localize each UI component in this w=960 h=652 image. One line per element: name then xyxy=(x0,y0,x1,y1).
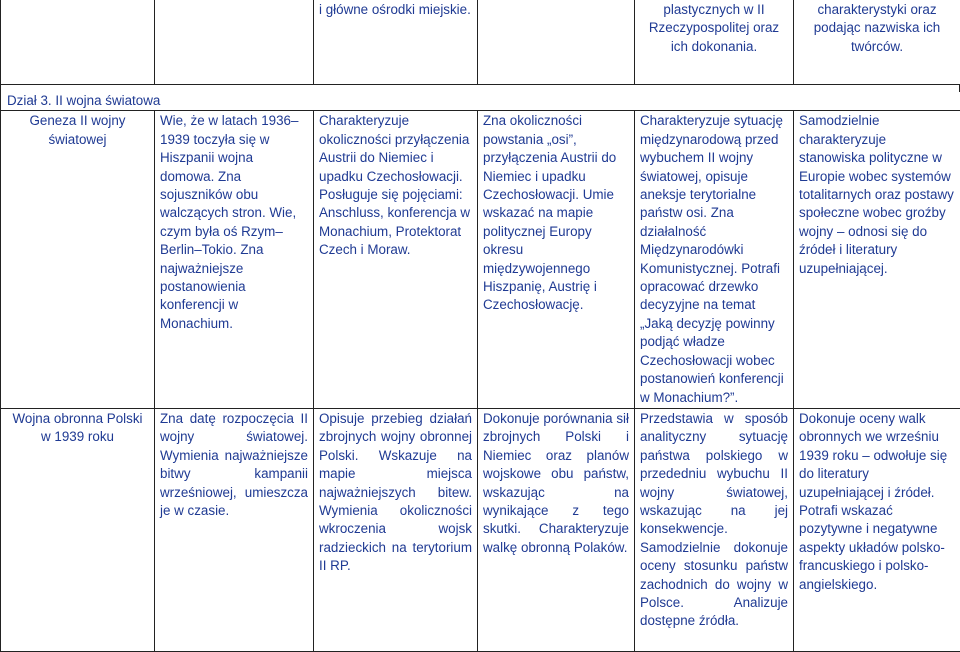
section-header-row xyxy=(1,92,960,111)
requirement-cell-5: Samodzielnie charakteryzuje stanowiska polityczne w Europie wobec systemów totalitarnych oraz postawy społeczne wobec groźby wojny – odnosi się do źródeł i literatury uzupełniającej. xyxy=(794,111,960,409)
requirement-cell-1: Zna datę rozpoczęcia II wojny światowej. Wymienia najważniejsze bitwy kampanii wrześniowej, umieszcza je w czasie. xyxy=(155,408,314,651)
continuation-cell-2: i główne ośrodki miejskie. xyxy=(314,0,478,84)
continuation-topic-cell xyxy=(1,0,155,84)
requirement-cell-2: Charakteryzuje okoliczności przyłączenia Austrii do Niemiec i upadku Czechosłowacji. Posługuje się pojęciami: Anschluss, konferencja w Monachium, Protektorat Czech i Moraw. xyxy=(314,111,478,409)
requirement-cell-5: Dokonuje oceny walk obronnych we wrześniu 1939 roku – odwołuje się do literatury uzupełniającej i źródeł. Potrafi wskazać pozytywne i negatywne aspekty układów polsko-francuskiego i polsko-angielskiego. xyxy=(794,408,960,651)
section-prefix: Dział 3. xyxy=(7,93,52,108)
continuation-cell-5: charakterystyki oraz podając nazwiska ich twórców. xyxy=(794,0,960,84)
continuation-cell-3 xyxy=(478,0,635,84)
spacer xyxy=(0,84,960,92)
requirement-cell-4: Charakteryzuje sytuację międzynarodową przed wybuchem II wojny światowej, opisuje aneksje terytorialne państw osi. Zna działalność Międzynarodówki Komunistycznej. Potrafi opracować drzewko decyzyjne na temat „Jaką decyzję powinny podjąć władze Czechosłowacji wobec postanowień konferencji w Monachium?”. xyxy=(635,111,794,409)
continuation-cell-4: plastycznych w II Rzeczypospolitej oraz ich dokonania. xyxy=(635,0,794,84)
requirement-cell-4: Przedstawia w sposób analityczny sytuację państwa polskiego w przededniu wybuchu II wojny światowej, wskazując na jej konsekwencje. Samodzielnie dokonuje oceny stosunku państw zachodnich do wojny w Polsce. Analizuje dostępne źródła. xyxy=(635,408,794,651)
top-continuation-table xyxy=(0,0,960,85)
requirement-cell-3: Dokonuje porównania sił zbrojnych Polski i Niemiec oraz planów wojskowe obu państw, wskazując na wynikające z tego skutki. Charakteryzuje walkę obronną Polaków. xyxy=(478,408,635,651)
section-title: II wojna światowa xyxy=(55,93,160,108)
requirement-cell-3: Zna okoliczności powstania „osi”, przyłączenia Austrii do Niemiec i upadku Czechosłowacji. Umie wskazać na mapie politycznej Europy okresu międzywojennego Hiszpanię, Austrię i Czechosłowację. xyxy=(478,111,635,409)
topic-cell: Wojna obronna Polski w 1939 roku xyxy=(1,408,155,651)
continuation-row xyxy=(1,0,960,84)
continuation-cell-1 xyxy=(155,0,314,84)
section-header-cell xyxy=(1,92,960,111)
table-row-defensive-war xyxy=(1,408,960,651)
curriculum-table xyxy=(0,92,960,652)
topic-cell: Geneza II wojny światowej xyxy=(1,111,155,409)
requirement-cell-2: Opisuje przebieg działań zbrojnych wojny obronnej Polski. Wskazuje na mapie miejsca najważniejszych bitew. Wymienia okoliczności wkroczenia wojsk radzieckich na terytorium II RP. xyxy=(314,408,478,651)
table-row-genesis xyxy=(1,111,960,409)
requirement-cell-1: Wie, że w latach 1936–1939 toczyła się w Hiszpanii wojna domowa. Zna sojuszników obu walczących stron. Wie, czym była oś Rzym–Berlin–Tokio. Zna najważniejsze postanowienia konferencji w Monachium. xyxy=(155,111,314,409)
